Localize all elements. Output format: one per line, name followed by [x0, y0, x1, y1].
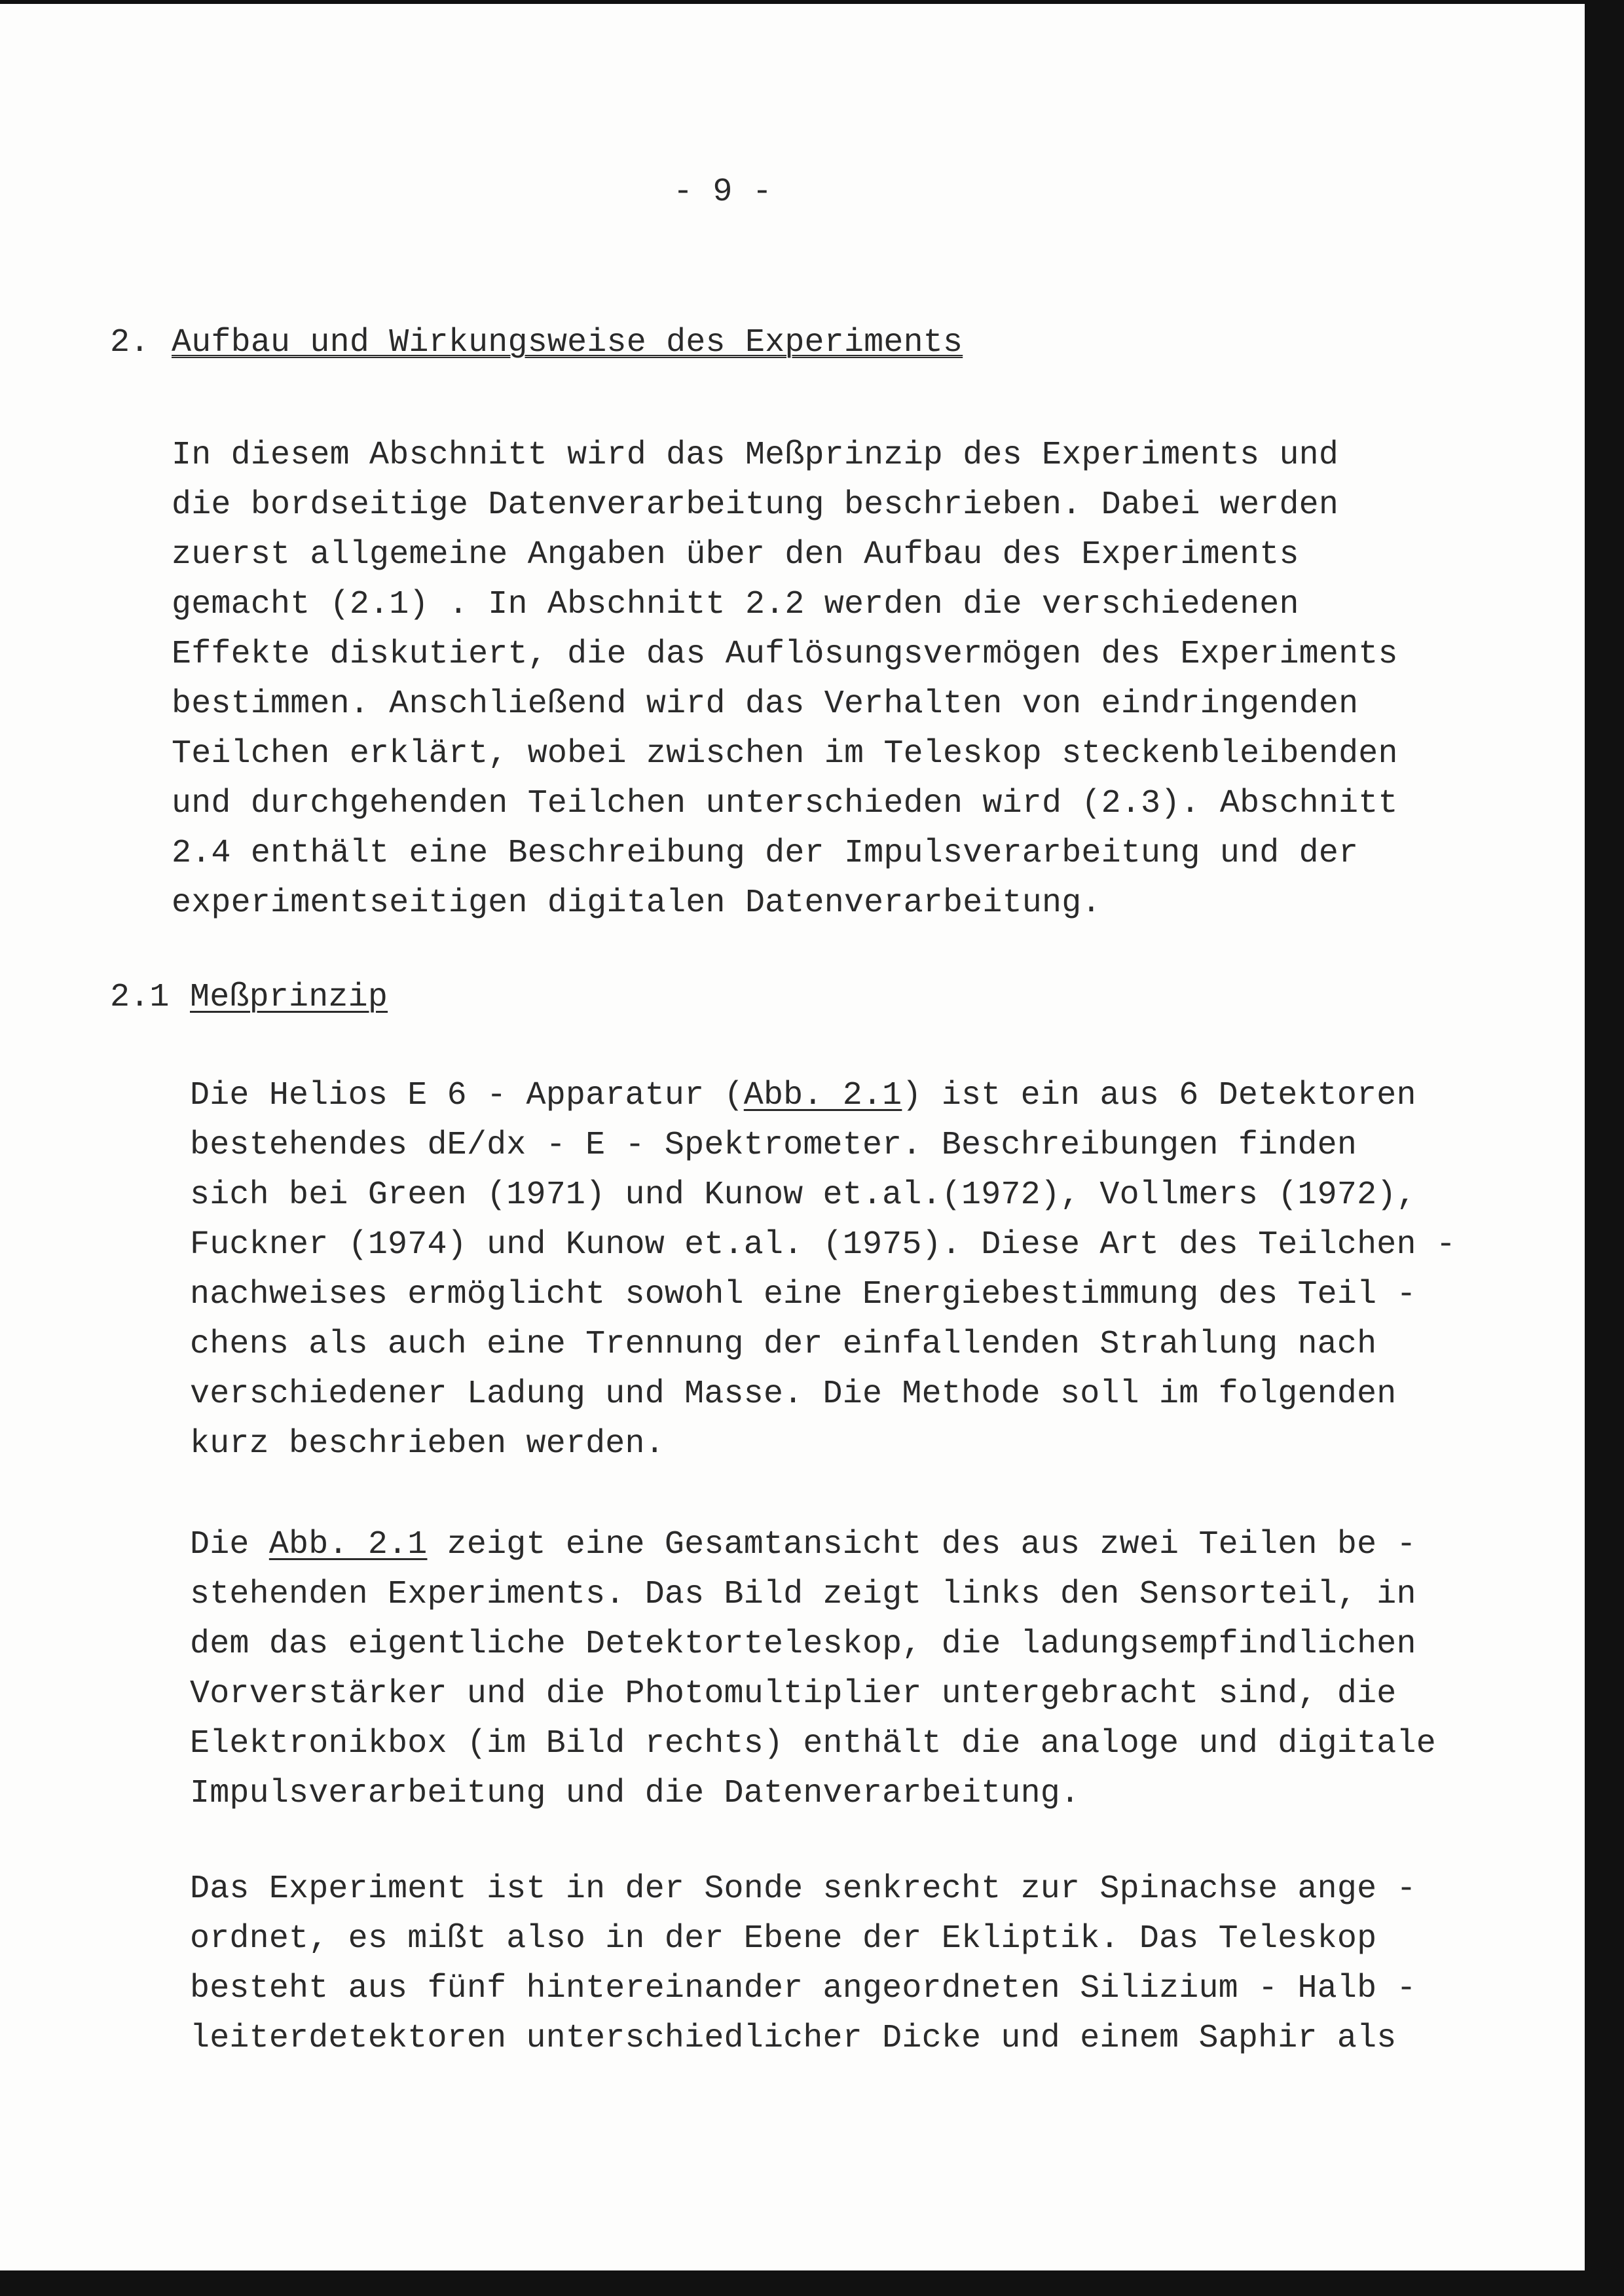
text-line: zuerst allgemeine Angaben über den Aufbau des Experiments [172, 536, 1299, 574]
text-line: experimentseitigen digitalen Datenverarbeitung. [172, 884, 1101, 922]
text-line: In diesem Abschnitt wird das Meßprinzip des Experiments und [172, 437, 1339, 474]
text-line: Teilchen erklärt, wobei zwischen im Teleskop steckenbleibenden [172, 735, 1398, 773]
document-page [0, 4, 1585, 2270]
text-line: Fuckner (1974) und Kunow et.al. (1975). Diese Art des Teilchen - [190, 1226, 1456, 1264]
text-line: chens als auch eine Trennung der einfallenden Strahlung nach [190, 1326, 1377, 1363]
text-line [190, 1520, 1436, 1570]
text-line: Das Experiment ist in der Sonde senkrecht zur Spinachse ange - [190, 1870, 1416, 1908]
text-fragment: Die [190, 1526, 269, 1563]
text-line [190, 1071, 1456, 1121]
text-line: Elektronikbox (im Bild rechts) enthält die analoge und digitale [190, 1725, 1436, 1762]
text-line: bestehendes dE/dx - E - Spektrometer. Beschreibungen finden [190, 1127, 1357, 1164]
figure-reference: Abb. 2.1 [743, 1077, 902, 1114]
section-2-number: 2. [110, 324, 150, 361]
paragraph-telescope [190, 1865, 1416, 2064]
section-2-1-heading: Meßprinzip [190, 979, 388, 1016]
text-line: Vorverstärker und die Photomultiplier untergebracht sind, die [190, 1675, 1397, 1713]
text-line: 2.4 enthält eine Beschreibung der Impulsverarbeitung und der [172, 835, 1359, 872]
paragraph-apparatus [190, 1071, 1456, 1469]
text-line: bestimmen. Anschließend wird das Verhalten von eindringenden [172, 685, 1359, 723]
text-line: Effekte diskutiert, die das Auflösungsvermögen des Experiments [172, 636, 1398, 673]
text-fragment: ) ist ein aus 6 Detektoren [902, 1077, 1416, 1114]
section-2-1-number: 2.1 [110, 979, 170, 1016]
text-line: stehenden Experiments. Das Bild zeigt links den Sensorteil, in [190, 1576, 1416, 1613]
text-line: die bordseitige Datenverarbeitung beschrieben. Dabei werden [172, 486, 1339, 524]
paragraph-overview [190, 1520, 1436, 1819]
text-fragment: zeigt eine Gesamtansicht des aus zwei Teilen be - [427, 1526, 1416, 1563]
text-line: verschiedener Ladung und Masse. Die Methode soll im folgenden [190, 1376, 1397, 1413]
figure-reference: Abb. 2.1 [268, 1526, 428, 1563]
text-fragment: Die Helios E 6 - Apparatur ( [190, 1077, 744, 1114]
page-number: - 9 - [673, 173, 773, 211]
text-line: kurz beschrieben werden. [190, 1425, 665, 1463]
section-2-heading: Aufbau und Wirkungsweise des Experiments [172, 324, 963, 361]
text-line: und durchgehenden Teilchen unterschieden wird (2.3). Abschnitt [172, 785, 1398, 822]
text-line: gemacht (2.1) . In Abschnitt 2.2 werden die verschiedenen [172, 586, 1299, 623]
text-line: leiterdetektoren unterschiedlicher Dicke und einem Saphir als [190, 2020, 1397, 2057]
text-line: besteht aus fünf hintereinander angeordneten Silizium - Halb - [190, 1970, 1416, 2007]
text-line: dem das eigentliche Detektorteleskop, die ladungsempfindlichen [190, 1626, 1416, 1663]
text-line: Impulsverarbeitung und die Datenverarbeitung. [190, 1775, 1080, 1812]
text-line: sich bei Green (1971) und Kunow et.al.(1972), Vollmers (1972), [190, 1176, 1416, 1214]
section-2-intro-paragraph [172, 431, 1398, 928]
text-line: ordnet, es mißt also in der Ebene der Ekliptik. Das Teleskop [190, 1920, 1377, 1958]
text-line: nachweises ermöglicht sowohl eine Energiebestimmung des Teil - [190, 1276, 1416, 1313]
